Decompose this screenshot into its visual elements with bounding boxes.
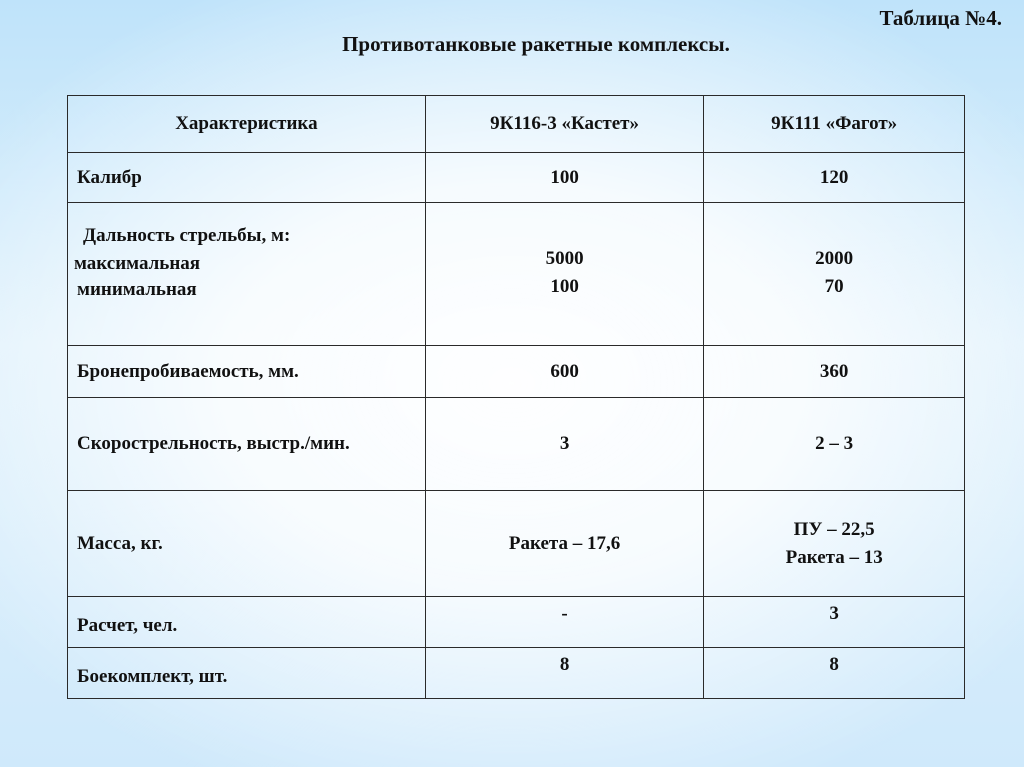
range-kastet-max: 5000: [545, 248, 584, 269]
table-row-rate: [68, 398, 965, 491]
table-row-range: [68, 203, 965, 346]
table-row-crew: [68, 597, 965, 648]
table-row-armor: [68, 346, 965, 398]
range-fagot-max: 2000: [815, 248, 854, 269]
mass-label: Масса, кг.: [68, 491, 426, 597]
ammo-kastet: 8: [425, 648, 704, 699]
armor-fagot: 360: [704, 346, 965, 398]
armor-label: Бронепробиваемость, мм.: [68, 346, 426, 398]
mass-fagot-launcher: ПУ – 22,5: [793, 518, 875, 540]
table-row-mass: [68, 491, 965, 597]
mass-fagot-cell: [704, 491, 965, 597]
table-header-row: [68, 96, 965, 153]
range-sub-max: максимальная: [74, 253, 201, 274]
caliber-kastet: 100: [425, 153, 704, 203]
rate-fagot: 2 – 3: [704, 398, 965, 491]
rate-label: Скорострельность, выстр./мин.: [68, 398, 426, 491]
range-fagot-cell: [704, 203, 965, 346]
header-kastet: 9К116-3 «Кастет»: [425, 96, 704, 153]
header-characteristic: Характеристика: [68, 96, 426, 153]
page-title: Противотанковые ракетные комплексы.: [342, 32, 730, 56]
crew-fagot: 3: [704, 597, 965, 648]
range-label: Дальность стрельбы, м:: [83, 225, 291, 246]
table-row-ammo: [68, 648, 965, 699]
range-label-cell: [68, 203, 426, 346]
caliber-label: Калибр: [68, 153, 426, 203]
table-row-caliber: [68, 153, 965, 203]
mass-fagot-missile: Ракета – 13: [785, 546, 883, 568]
header-fagot: 9К111 «Фагот»: [704, 96, 965, 153]
specs-table: [67, 95, 965, 699]
range-kastet-min: 100: [550, 276, 579, 297]
table-number: Таблица №4.: [879, 6, 1002, 30]
crew-kastet: -: [425, 597, 704, 648]
range-fagot-min: 70: [824, 276, 844, 297]
mass-kastet: Ракета – 17,6: [425, 491, 704, 597]
ammo-label: Боекомплект, шт.: [68, 648, 426, 699]
range-kastet-cell: [425, 203, 704, 346]
range-sub-min: минимальная: [77, 279, 197, 300]
caliber-fagot: 120: [704, 153, 965, 203]
rate-kastet: 3: [425, 398, 704, 491]
crew-label: Расчет, чел.: [68, 597, 426, 648]
armor-kastet: 600: [425, 346, 704, 398]
ammo-fagot: 8: [704, 648, 965, 699]
